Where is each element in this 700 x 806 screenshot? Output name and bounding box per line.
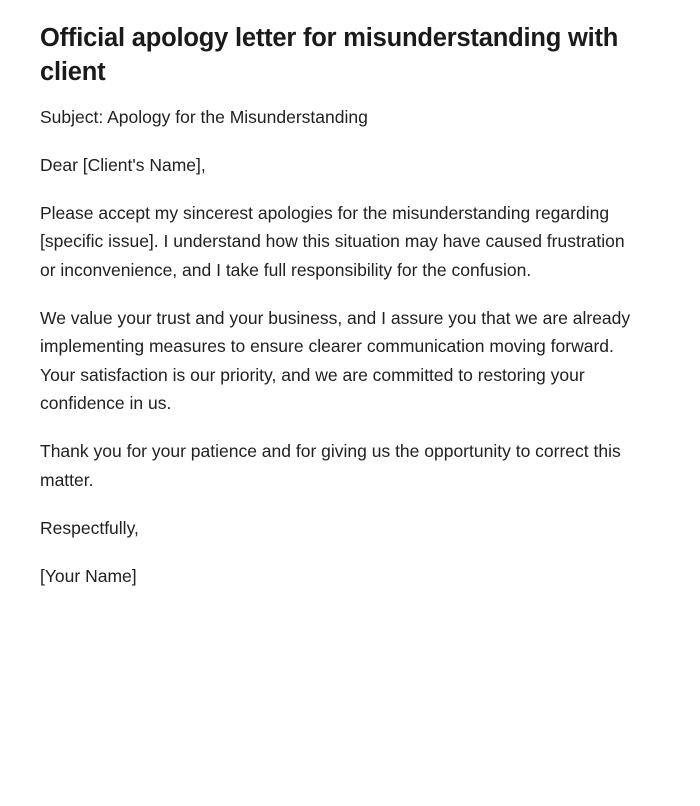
letter-subject-line: Subject: Apology for the Misunderstanding xyxy=(40,107,368,128)
letter-signature-name: [Your Name] xyxy=(40,566,137,587)
letter-closing: Respectfully, xyxy=(40,518,139,539)
letter-salutation: Dear [Client's Name], xyxy=(40,154,206,175)
page-title: Official apology letter for misunderstanding with client xyxy=(40,24,619,86)
letter-body-paragraph-2: We value your trust and your business, and I assure you that we are already implementing measures to ensure clearer communication moving forward. Your satisfaction is our priority, and we are committed to restoring your confidence in us. xyxy=(40,308,631,414)
letter-body-paragraph-1: Please accept my sincerest apologies for the misunderstanding regarding [specific issue]. I understand how this situation may have caused frustration or inconvenience, and I take full responsibility for the confusion. xyxy=(40,203,625,280)
letter-body-paragraph-3: Thank you for your patience and for giving us the opportunity to correct this matter. xyxy=(40,441,621,490)
